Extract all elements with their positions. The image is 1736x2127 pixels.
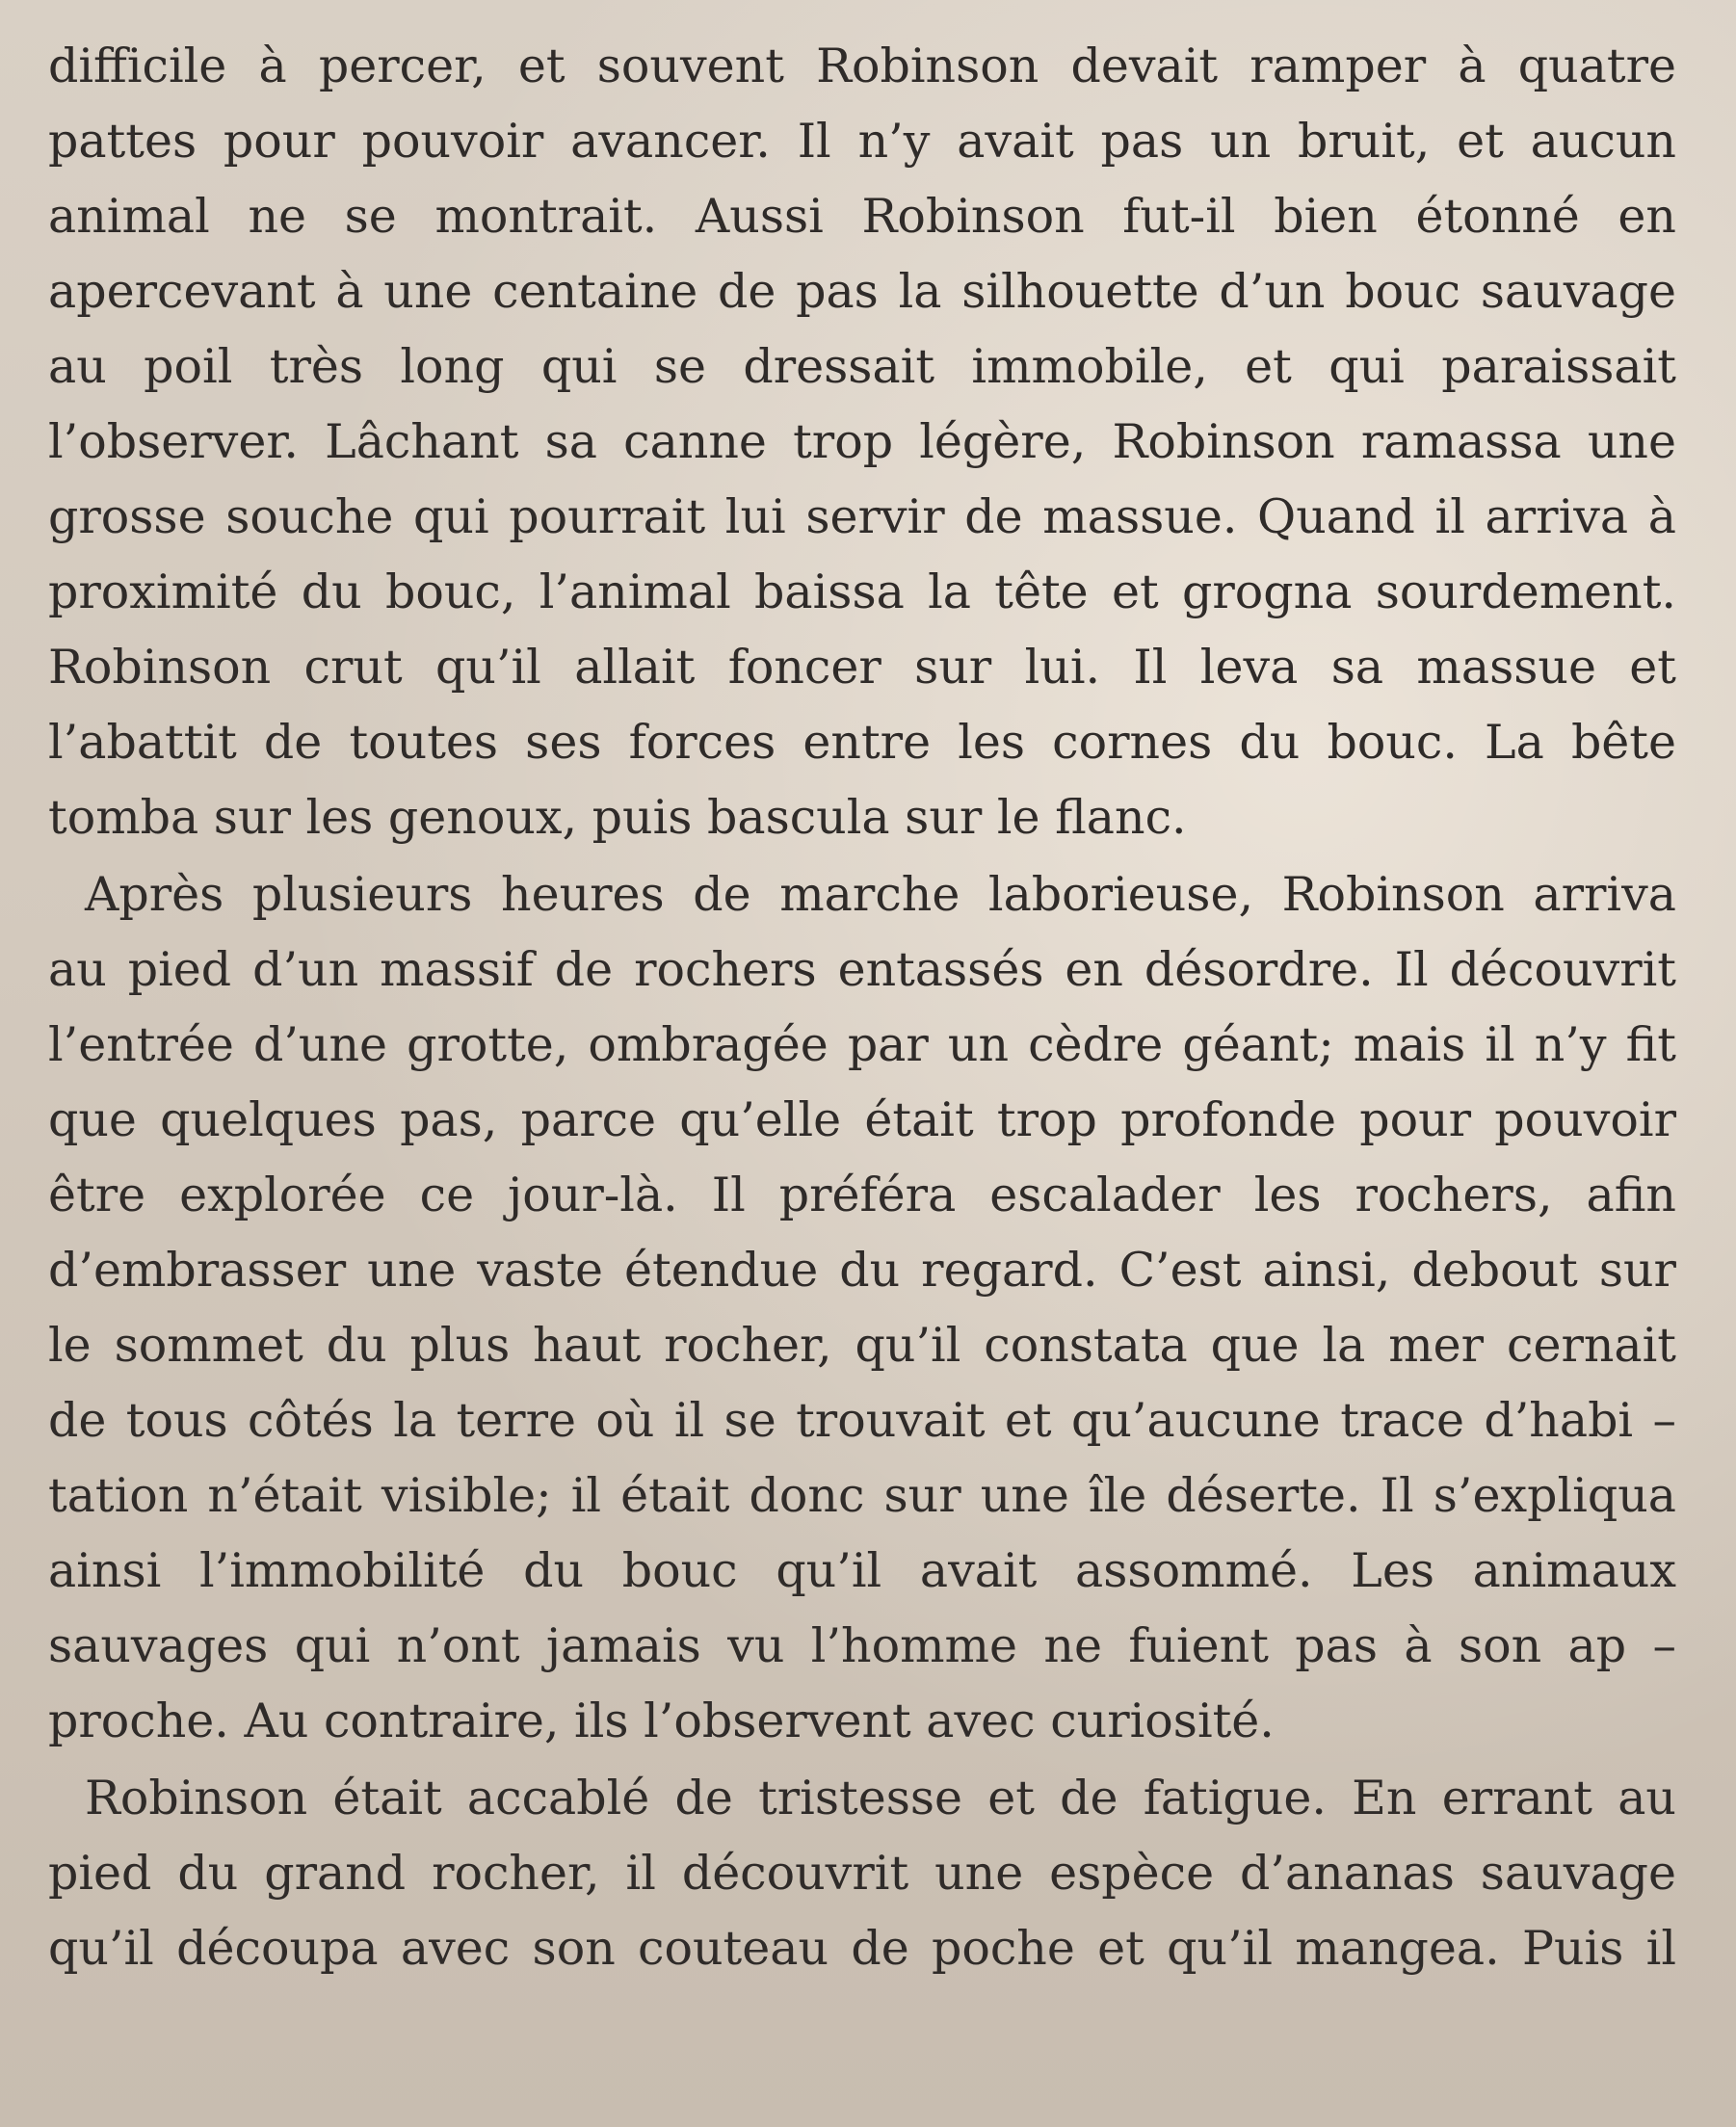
text-line: grosse souche qui pourrait lui servir de massue. Quand il arriva à: [48, 489, 1676, 544]
text-line: animal ne se montrait. Aussi Robinson fut-il bien étonné en: [48, 189, 1676, 244]
paragraph-3: [48, 1761, 1676, 1986]
text-line: sauvages qui n’ont jamais vu l’homme ne fuient pas à son ap –: [48, 1618, 1676, 1673]
text-line: Après plusieurs heures de marche laborieuse, Robinson arriva: [85, 867, 1676, 922]
text-line: tation n’était visible; il était donc sur une île déserte. Il s’expliqua: [48, 1468, 1676, 1523]
text-line: être explorée ce jour-là. Il préféra escalader les rochers, afin: [48, 1168, 1676, 1222]
text-line: ainsi l’immobilité du bouc qu’il avait assommé. Les animaux: [48, 1543, 1676, 1598]
paragraph-1: [48, 29, 1676, 855]
text-line: pattes pour pouvoir avancer. Il n’y avait pas un bruit, et aucun: [48, 114, 1676, 169]
text-line: proximité du bouc, l’animal baissa la tête et grogna sourdement.: [48, 565, 1676, 619]
text-line: pied du grand rocher, il découvrit une espèce d’ananas sauvage: [48, 1846, 1676, 1901]
text-line: difficile à percer, et souvent Robinson devait ramper à quatre: [48, 39, 1676, 93]
text-line: Robinson était accablé de tristesse et de fatigue. En errant au: [85, 1771, 1676, 1825]
text-line: l’observer. Lâchant sa canne trop légère, Robinson ramassa une: [48, 414, 1676, 469]
text-line: l’entrée d’une grotte, ombragée par un cèdre géant; mais il n’y fit: [48, 1017, 1676, 1072]
page-text: [48, 29, 1676, 1986]
text-line: proche. Au contraire, ils l’observent avec curiosité.: [48, 1694, 1275, 1748]
text-line: tomba sur les genoux, puis bascula sur le flanc.: [48, 790, 1187, 845]
text-line: que quelques pas, parce qu’elle était trop profonde pour pouvoir: [48, 1092, 1676, 1147]
text-line: de tous côtés la terre où il se trouvait et qu’aucune trace d’habi –: [48, 1393, 1676, 1448]
text-line: au poil très long qui se dressait immobile, et qui paraissait: [48, 339, 1676, 394]
text-line: l’abattit de toutes ses forces entre les cornes du bouc. La bête: [48, 715, 1676, 770]
text-line: qu’il découpa avec son couteau de poche et qu’il mangea. Puis il: [48, 1921, 1676, 1976]
paragraph-2: [48, 857, 1676, 1759]
text-line: Robinson crut qu’il allait foncer sur lui. Il leva sa massue et: [48, 640, 1676, 695]
text-line: au pied d’un massif de rochers entassés en désordre. Il découvrit: [48, 942, 1676, 997]
text-line: d’embrasser une vaste étendue du regard. C’est ainsi, debout sur: [48, 1243, 1676, 1298]
text-line: apercevant à une centaine de pas la silhouette d’un bouc sauvage: [48, 264, 1676, 319]
text-line: le sommet du plus haut rocher, qu’il constata que la mer cernait: [48, 1318, 1676, 1373]
